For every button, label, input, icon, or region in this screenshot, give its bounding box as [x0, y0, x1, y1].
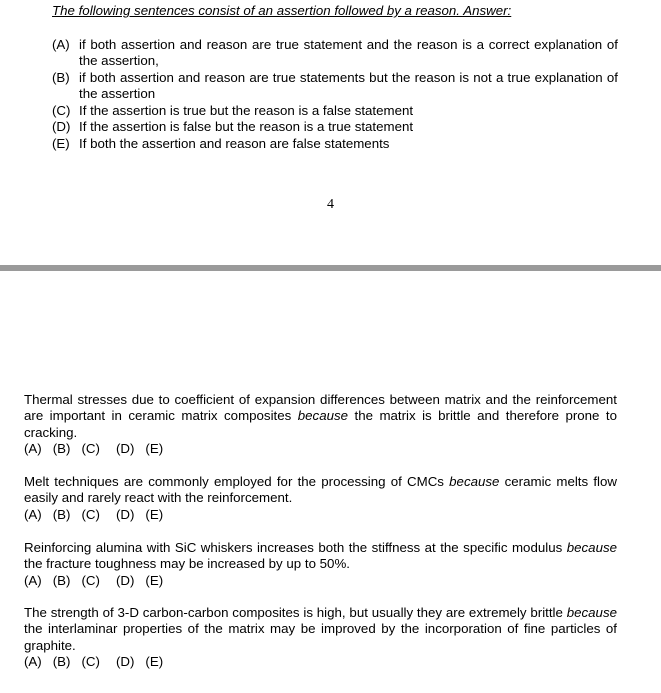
- answer-b[interactable]: (B): [52, 654, 71, 670]
- answer-c[interactable]: (C): [81, 654, 100, 670]
- page-divider: [0, 265, 661, 271]
- connector-text: because: [449, 474, 500, 489]
- answer-a[interactable]: (A): [24, 506, 42, 522]
- option-e: [52, 136, 618, 152]
- answer-choices: [24, 507, 617, 523]
- connector-text: because: [297, 408, 349, 424]
- answer-e[interactable]: (E): [145, 441, 164, 457]
- option-label: (D): [52, 119, 71, 134]
- answer-b[interactable]: (B): [52, 572, 71, 588]
- assertion-text: Reinforcing alumina with SiC whiskers increases both the stiffness at the specific modulus: [24, 540, 563, 555]
- answer-a[interactable]: (A): [24, 441, 42, 457]
- instruction-header: The following sentences consist of an assertion followed by a reason. Answer:: [52, 3, 512, 18]
- answer-c[interactable]: (C): [81, 572, 100, 588]
- answer-choices: [24, 573, 617, 589]
- answer-d[interactable]: (D): [115, 654, 135, 670]
- question-3: [24, 540, 617, 589]
- question-statement: [24, 540, 617, 573]
- answer-b[interactable]: (B): [52, 441, 71, 457]
- option-text: if both assertion and reason are true statements but the reason is not a true explanation of the assertion: [79, 70, 618, 102]
- option-text: If the assertion is false but the reason is a true statement: [79, 119, 414, 134]
- answer-choices: [24, 441, 617, 457]
- answer-e[interactable]: (E): [145, 506, 164, 522]
- option-d: [52, 119, 618, 135]
- option-a: [52, 37, 618, 70]
- answer-e[interactable]: (E): [145, 572, 164, 588]
- assertion-text: Thermal stresses due to coefficient of expansion differences between matrix and the reinforcement are important in ceramic matrix composites: [24, 392, 617, 424]
- answer-d[interactable]: (D): [115, 441, 135, 457]
- assertion-text: The strength of 3-D carbon-carbon composites is high, but usually they are extremely brittle: [24, 605, 563, 620]
- option-label: (A): [52, 37, 70, 52]
- option-label: (E): [52, 136, 70, 151]
- answer-c[interactable]: (C): [81, 506, 100, 522]
- question-1: [24, 392, 617, 458]
- answer-d[interactable]: (D): [115, 506, 135, 522]
- answer-b[interactable]: (B): [52, 506, 71, 522]
- answer-c[interactable]: (C): [81, 441, 100, 457]
- question-statement: [24, 392, 617, 441]
- option-label: (B): [52, 70, 70, 85]
- question-statement: [24, 474, 617, 507]
- question-4: [24, 605, 617, 671]
- option-text: If both the assertion and reason are false statements: [79, 136, 390, 151]
- page-number: 4: [327, 197, 334, 212]
- question-statement: [24, 605, 617, 654]
- reason-text: the fracture toughness may be increased by up to 50%.: [24, 556, 350, 572]
- answer-d[interactable]: (D): [115, 572, 135, 588]
- option-b: [52, 70, 618, 103]
- assertion-text: Melt techniques are commonly employed for the processing of CMCs: [24, 474, 444, 489]
- connector-text: because: [566, 605, 617, 620]
- option-text: if both assertion and reason are true statement and the reason is a correct explanation of the assertion,: [79, 37, 618, 69]
- connector-text: because: [566, 540, 618, 555]
- reason-text: the interlaminar properties of the matrix may be improved by the incorporation of fine particles of graphite.: [24, 621, 617, 653]
- option-label: (C): [52, 103, 71, 118]
- option-text: If the assertion is true but the reason is a false statement: [79, 103, 414, 118]
- option-c: [52, 103, 618, 119]
- answer-a[interactable]: (A): [24, 654, 42, 670]
- reason-text: ceramic melts flow easily and rarely react with the reinforcement.: [24, 474, 617, 506]
- question-2: [24, 474, 617, 523]
- reason-text: the matrix is brittle and therefore prone to cracking.: [24, 408, 617, 440]
- answer-e[interactable]: (E): [145, 654, 164, 670]
- answer-a[interactable]: (A): [24, 572, 42, 588]
- answer-choices: [24, 654, 617, 670]
